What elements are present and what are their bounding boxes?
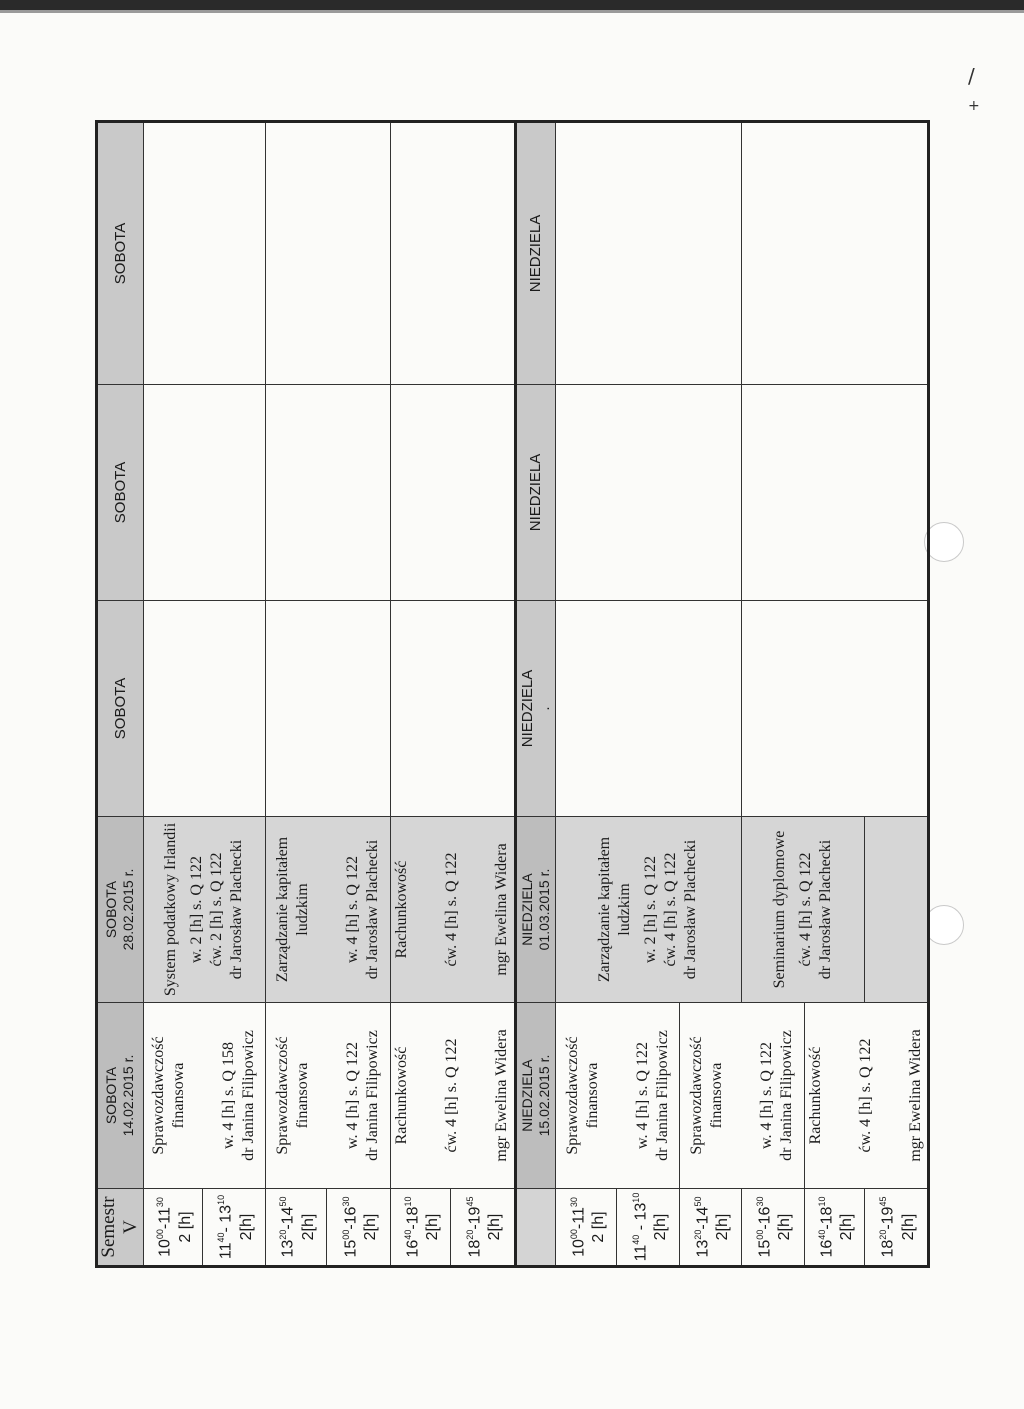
h: 2[h] (776, 1213, 794, 1241)
sat-day-2: SOBOTA (103, 880, 120, 939)
te: -11 (156, 1207, 174, 1230)
course-info: ćw. 2 [h] s. Q 122 (208, 852, 226, 967)
sun-date-3 (515, 601, 556, 817)
sat-datetext-2: 28.02.2015 r. (120, 868, 137, 951)
empty-cell (391, 122, 515, 385)
h: 2[h] (486, 1213, 504, 1241)
h: 2[h] (837, 1213, 855, 1241)
course-subject: Rachunkowość (393, 1046, 411, 1145)
stray-dot: . (535, 706, 553, 711)
sat-day-1: SOBOTA (103, 1066, 120, 1125)
saturday-header-row (97, 122, 144, 1267)
course-lecturer: dr Janina Filipowicz (240, 1030, 258, 1161)
t: 16 (817, 1239, 835, 1258)
tes: 30 (568, 1197, 579, 1208)
sat-time-3 (266, 1189, 327, 1267)
ts: 00 (155, 1229, 166, 1240)
course-info: ćw. 4 [h] s. Q 122 (856, 1038, 874, 1153)
tes: 50 (278, 1196, 289, 1207)
sun-time-2 (617, 1189, 680, 1267)
sun-time-6 (864, 1189, 928, 1267)
sun-day-2: NIEDZIELA (518, 873, 535, 946)
course-info: w. 4 [h] s. Q 122 (344, 1042, 362, 1149)
sun-datetext-2: 01.03.2015 r. (535, 868, 552, 951)
empty-cell (556, 601, 741, 817)
t: 16 (404, 1239, 422, 1258)
empty-cell (143, 122, 265, 385)
t: 13 (694, 1239, 712, 1258)
sat-time-2 (202, 1189, 265, 1267)
ts: 40 (630, 1234, 641, 1245)
course-subject: Sprawozdawczość finansowa (563, 1036, 601, 1155)
ts: 40 (216, 1232, 227, 1243)
course-lecturer: dr Janina Filipowicz (653, 1030, 671, 1161)
t: 10 (569, 1239, 587, 1257)
sun-time-1 (556, 1189, 617, 1267)
sun-course-c1-1 (556, 1003, 680, 1189)
course-lecturer: dr Janina Filipowicz (778, 1030, 796, 1161)
te: -16 (756, 1206, 774, 1230)
course-lecturer: dr Jarosław Plachecki (364, 839, 382, 980)
course-subject: Rachunkowość (393, 860, 411, 959)
scan-border-light (0, 10, 1024, 13)
t: 10 (156, 1239, 174, 1257)
ts: 00 (754, 1229, 765, 1240)
h: 2 [h] (176, 1211, 194, 1243)
sat-date-2 (97, 817, 144, 1003)
sat-course-c1-3 (391, 1003, 515, 1189)
sun-date-2 (515, 817, 556, 1003)
sun-time-3 (680, 1189, 741, 1267)
course-lecturer: dr Janina Filipowicz (364, 1030, 382, 1161)
tes: 10 (630, 1192, 641, 1203)
t: 15 (342, 1239, 360, 1258)
h: 2[h] (899, 1213, 917, 1241)
ts: 20 (692, 1229, 703, 1240)
sat-slot-row (143, 122, 202, 1267)
course-lecturer: dr Jarosław Plachecki (228, 839, 246, 980)
ts: 20 (278, 1229, 289, 1240)
empty-cell (391, 385, 515, 601)
sat-course-c2-3 (391, 817, 515, 1003)
empty-cell (556, 385, 741, 601)
h: 2[h] (714, 1213, 732, 1241)
sat-date-1 (97, 1003, 144, 1189)
sun-course-c2-1 (556, 817, 741, 1003)
te: -18 (404, 1206, 422, 1230)
sat-time-1 (143, 1189, 202, 1267)
course-subject: Zarządzanie kapitałem ludzkim (274, 836, 312, 983)
empty-cell (266, 385, 391, 601)
punch-hole-top (924, 522, 964, 562)
sat-time-6 (451, 1189, 515, 1267)
h: 2[h] (362, 1213, 380, 1241)
course-info: w. 2 [h] s. Q 122 (642, 856, 660, 963)
course-subject: Sprawozdawczość finansowa (274, 1036, 312, 1155)
te: - 13 (217, 1204, 235, 1233)
course-info: ćw. 4 [h] s. Q 122 (443, 1038, 461, 1153)
sun-time-4 (741, 1189, 804, 1267)
tes: 10 (216, 1194, 227, 1205)
course-subject: Zarządzanie kapitałem ludzkim (596, 836, 634, 983)
semester-label: Semestr V (97, 1189, 144, 1267)
ts: 00 (568, 1229, 579, 1240)
sat-date-5: SOBOTA (97, 122, 144, 385)
te: -18 (817, 1206, 835, 1230)
t: 11 (632, 1244, 650, 1262)
rotated-schedule (95, 123, 930, 1268)
empty-cell (143, 601, 265, 817)
empty-cell (266, 122, 391, 385)
te: -14 (694, 1206, 712, 1230)
scan-border (0, 0, 1024, 10)
empty-cell (556, 122, 741, 385)
corner-mark-bottom: + (968, 98, 980, 114)
h: 2[h] (299, 1213, 317, 1241)
empty-cell (143, 385, 265, 601)
te: -19 (466, 1206, 484, 1230)
course-info: ćw. 4 [h] s. Q 122 (796, 852, 814, 967)
course-info: w. 4 [h] s. Q 122 (344, 856, 362, 963)
tes: 30 (341, 1196, 352, 1207)
sat-course-c2-1 (143, 817, 265, 1003)
tes: 45 (464, 1196, 475, 1207)
course-subject: System podatkowy Irlandii (162, 822, 180, 997)
schedule-table (95, 120, 930, 1268)
sun-datetext-1: 15.02.2015 r. (535, 1054, 552, 1137)
sun-course-c1-3 (804, 1003, 928, 1189)
empty-cell (741, 601, 928, 817)
sun-course-c2-2 (741, 817, 864, 1003)
course-info: w. 2 [h] s. Q 122 (188, 856, 206, 963)
punch-hole-bottom (924, 905, 964, 945)
sat-datetext-1: 14.02.2015 r. (120, 1054, 137, 1137)
te: -14 (279, 1206, 297, 1230)
sat-time-5 (391, 1189, 451, 1267)
t: 15 (756, 1239, 774, 1258)
course-subject: Sprawozdawczość finansowa (150, 1036, 188, 1155)
sat-time-4 (327, 1189, 391, 1267)
sunday-header-row (515, 122, 556, 1267)
ts: 00 (341, 1229, 352, 1240)
h: 2[h] (237, 1213, 255, 1241)
tes: 30 (754, 1196, 765, 1207)
sun-date-4: NIEDZIELA (515, 385, 556, 601)
sun-slot-row (556, 122, 617, 1267)
course-lecturer: dr Jarosław Plachecki (682, 839, 700, 980)
course-info: w. 4 [h] s. Q 158 (220, 1042, 238, 1149)
h: 2[h] (652, 1213, 670, 1241)
sat-slot-row (266, 122, 327, 1267)
sat-course-c1-1 (143, 1003, 265, 1189)
sat-date-3: SOBOTA (97, 601, 144, 817)
course-lecturer: mgr Ewelina Widera (906, 1029, 924, 1162)
te: -16 (342, 1206, 360, 1230)
tes: 45 (878, 1196, 889, 1207)
empty-shaded-cell (864, 817, 928, 1003)
course-info: w. 4 [h] s. Q 122 (633, 1042, 651, 1149)
ts: 20 (878, 1229, 889, 1240)
h: 2 [h] (589, 1211, 607, 1243)
course-info: ćw. 4 [h] s. Q 122 (662, 852, 680, 967)
course-subject: Sprawozdawczość finansowa (688, 1036, 726, 1155)
sun-day-3: NIEDZIELA (518, 669, 536, 748)
t: 13 (279, 1239, 297, 1258)
sat-slot-row (391, 122, 451, 1267)
sat-course-c1-2 (266, 1003, 391, 1189)
course-subject: Rachunkowość (806, 1046, 824, 1145)
tes: 10 (816, 1196, 827, 1207)
course-info: ćw. 4 [h] s. Q 122 (443, 852, 461, 967)
te: - 13 (632, 1202, 650, 1235)
sun-date-5: NIEDZIELA (515, 122, 556, 385)
corner-mark-top: / (968, 64, 975, 88)
ts: 40 (403, 1229, 414, 1240)
sat-date-4: SOBOTA (97, 385, 144, 601)
header-filler (515, 1189, 556, 1267)
sun-day-1: NIEDZIELA (518, 1059, 535, 1132)
t: 18 (879, 1239, 897, 1258)
te: -11 (569, 1207, 587, 1230)
empty-cell (741, 385, 928, 601)
te: -19 (879, 1206, 897, 1230)
course-lecturer: dr Jarosław Plachecki (816, 839, 834, 980)
empty-cell (266, 601, 391, 817)
sun-course-c1-2 (680, 1003, 804, 1189)
tes: 30 (155, 1197, 166, 1208)
sun-date-1 (515, 1003, 556, 1189)
tes: 50 (692, 1196, 703, 1207)
course-info: w. 4 [h] s. Q 122 (758, 1042, 776, 1149)
empty-cell (741, 122, 928, 385)
h: 2[h] (424, 1213, 442, 1241)
ts: 20 (464, 1229, 475, 1240)
sat-course-c2-2 (266, 817, 391, 1003)
empty-cell (391, 601, 515, 817)
course-lecturer: mgr Ewelina Widera (493, 843, 511, 976)
sun-time-5 (804, 1189, 864, 1267)
ts: 40 (816, 1229, 827, 1240)
course-lecturer: mgr Ewelina Widera (493, 1029, 511, 1162)
tes: 10 (403, 1196, 414, 1207)
t: 11 (217, 1242, 235, 1260)
t: 18 (466, 1239, 484, 1258)
course-subject: Seminarium dyplomowe (770, 830, 788, 989)
